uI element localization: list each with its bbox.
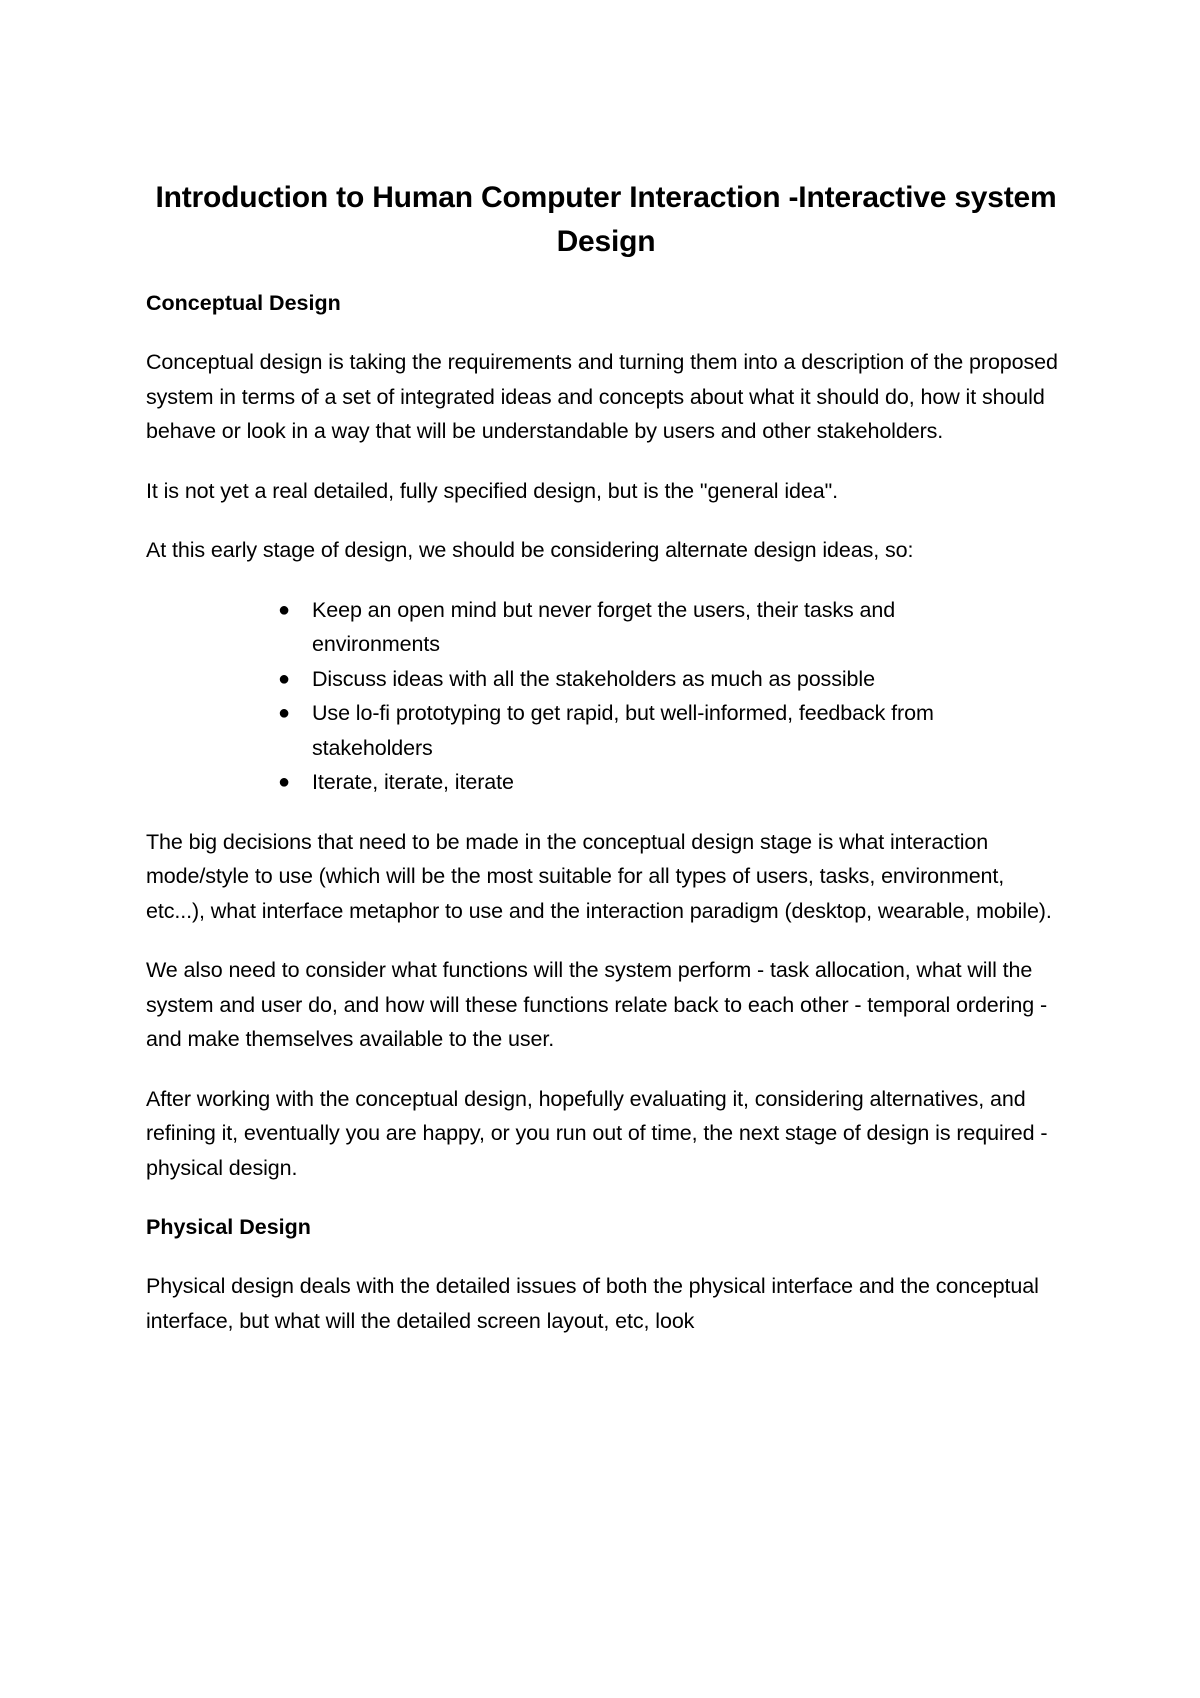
paragraph: The big decisions that need to be made in the conceptual design stage is what interaction mode/style to use (which will be the most suitable for all types of users, tasks, environment, etc...), what interface metaphor to use and the interaction paradigm (desktop, wearable, mobile).	[146, 829, 1052, 923]
paragraph: After working with the conceptual design, hopefully evaluating it, considering alternatives, and refining it, eventually you are happy, or you run out of time, the next stage of design is required - physical design.	[146, 1086, 1048, 1180]
bullet-list	[146, 593, 1066, 800]
list-item-text: Use lo-fi prototyping to get rapid, but well-informed, feedback from stakeholders	[312, 701, 934, 760]
list-item-text: Keep an open mind but never forget the users, their tasks and environments	[312, 597, 896, 656]
paragraph: At this early stage of design, we should be considering alternate design ideas, so:	[146, 538, 914, 562]
paragraph: Physical design deals with the detailed issues of both the physical interface and the conceptual interface, but what will the detailed screen layout, etc, look	[146, 1274, 1039, 1333]
list-item	[278, 696, 1066, 765]
document-page	[146, 176, 1066, 1363]
section-heading-conceptual-design: Conceptual Design	[146, 291, 341, 315]
paragraph: Conceptual design is taking the requirements and turning them into a description of the proposed system in terms of a set of integrated ideas and concepts about what it should do, how it should behave or look in a way that will be understandable by users and other stakeholders.	[146, 350, 1058, 443]
list-item	[278, 765, 1066, 800]
section-heading-physical-design: Physical Design	[146, 1215, 311, 1239]
paragraph: It is not yet a real detailed, fully specified design, but is the "general idea".	[146, 478, 838, 503]
bullet-icon: ●	[278, 702, 290, 724]
paragraph: We also need to consider what functions will the system perform - task allocation, what will the system and user do, and how will these functions relate back to each other - temporal ordering - and make themselves available to the user.	[146, 958, 1048, 1051]
list-item	[278, 662, 1066, 697]
list-item-text: Iterate, iterate, iterate	[312, 770, 514, 794]
document-title: Introduction to Human Computer Interaction -Interactive system Design	[155, 181, 1057, 258]
list-item	[278, 593, 1066, 662]
bullet-icon: ●	[278, 598, 290, 621]
bullet-icon: ●	[278, 667, 290, 690]
list-item-text: Discuss ideas with all the stakeholders as much as possible	[312, 666, 875, 691]
bullet-icon: ●	[278, 771, 290, 793]
